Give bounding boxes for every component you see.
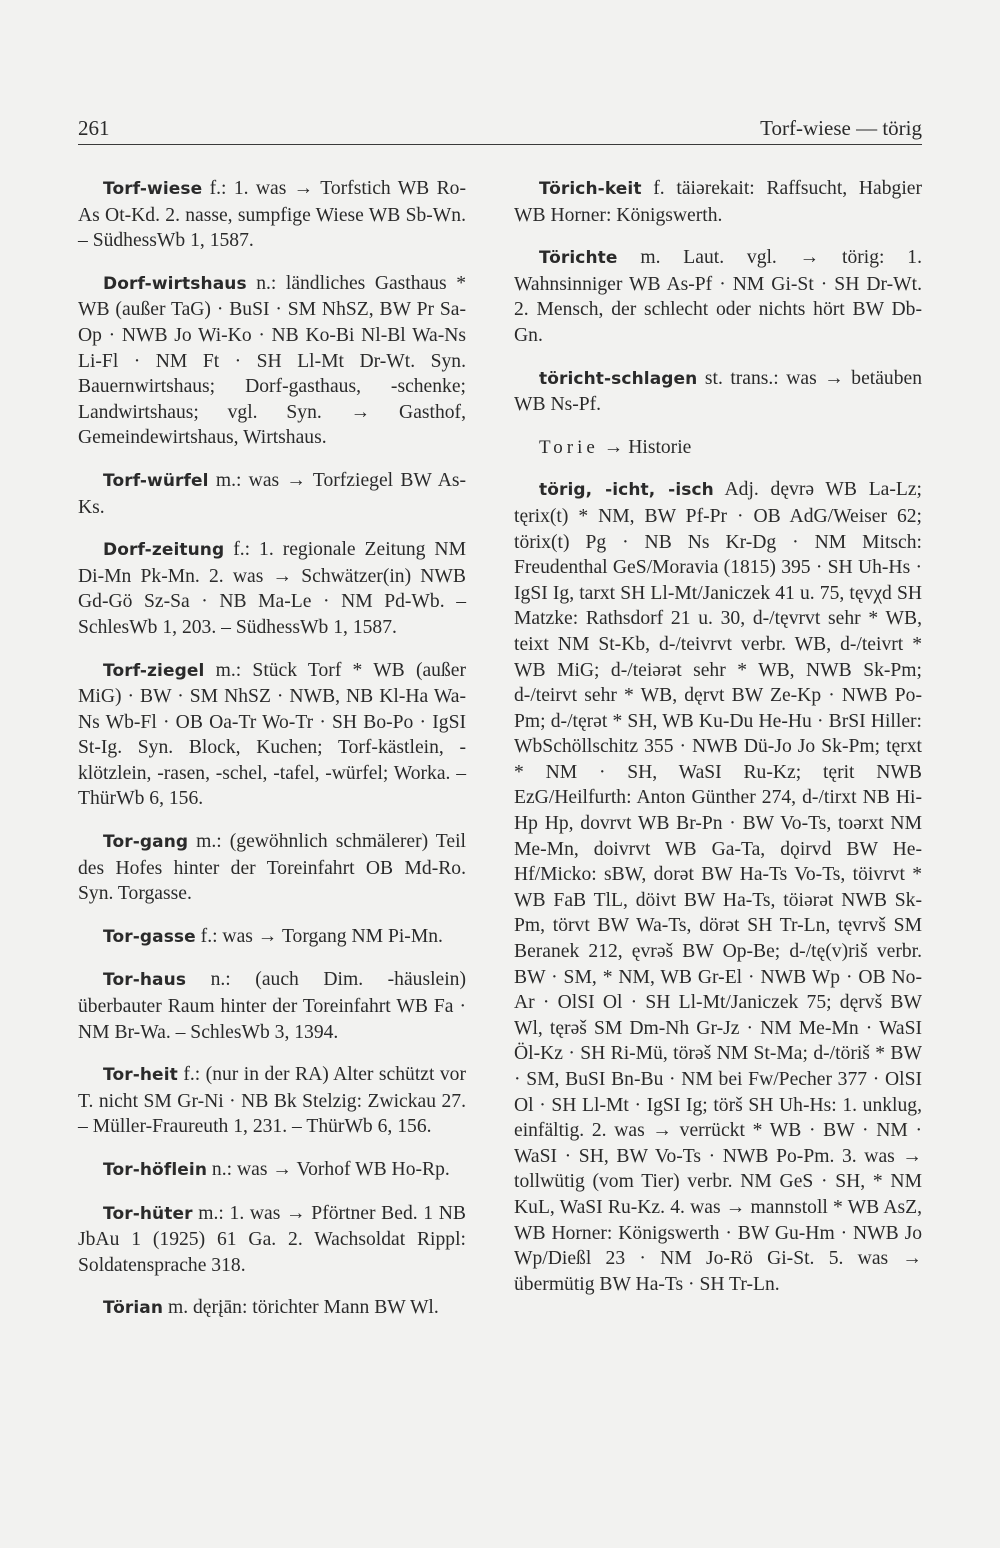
entry-body: st. trans.: was → betäuben WB Ns-Pf. — [514, 367, 922, 416]
headword: törig, -icht, -isch — [539, 480, 714, 501]
headword: Tor-haus — [103, 970, 187, 991]
entry — [78, 967, 466, 1045]
headword: Torf-ziegel — [103, 660, 205, 681]
entry-body: n.: was → Vorhof WB Ho-Rp. — [207, 1159, 450, 1180]
headword: Dorf-zeitung — [103, 540, 225, 561]
entry — [78, 1062, 466, 1140]
headword: Torf-würfel — [103, 470, 209, 491]
entry — [514, 366, 922, 418]
entry — [78, 1157, 466, 1184]
running-head — [78, 114, 922, 145]
entry — [514, 477, 922, 1297]
entry — [78, 658, 466, 813]
entry — [514, 245, 922, 348]
entry-body: m. dęrįān: törichter Mann BW Wl. — [163, 1297, 439, 1319]
entry-body: f.: (nur in der RA) Alter schützt vor T. nicht SM Gr-Ni · NB Bk Stelzig: Zwickau 27. – Müller-Fraureuth 1, 231. – ThürWb 6, 156. — [78, 1064, 466, 1138]
headword: Tor-hüter — [103, 1203, 193, 1224]
headword: Tor-höflein — [103, 1160, 208, 1180]
headword: Torie — [539, 436, 599, 458]
entry-body: m. Laut. vgl. → törig: 1. Wahnsinniger WB As-Pf · NM Gi-St · SH Dr-Wt. 2. Mensch, der schlecht oder nichts hört BW Db-Gn. — [514, 247, 922, 346]
entry-body: f. täiərekait: Raffsucht, Habgier WB Horner: Königswerth. — [514, 178, 922, 226]
entry — [514, 435, 922, 461]
entry-body: m.: Stück Torf * WB (außer MiG) · BW · SM NhSZ · NWB, NB Kl-Ha Wa-Ns Wb-Fl · OB Oa-Tr Wo-Tr · SH Bo-Po · IgSI St-Ig. Syn. Block, Kuchen; Torf-kästlein, -klötzlein, -rasen, -schel, -tafel, -würfel; Worka. – ThürWb 6, 156. — [78, 659, 466, 810]
headword: Törichte — [539, 248, 618, 269]
entry-body: f.: 1. was → Torfstich WB Ro-As Ot-Kd. 2. nasse, sumpfige Wiese WB Sb-Wn. – SüdhessWb 1, 1587. — [78, 178, 466, 252]
entry — [514, 176, 922, 228]
entry-body: → Historie — [598, 436, 692, 458]
headword: töricht-schlagen — [539, 368, 698, 389]
entry — [78, 1201, 466, 1279]
entry — [78, 468, 466, 520]
entry — [78, 271, 466, 451]
headword: Törian — [103, 1298, 164, 1319]
headword: Törich-keit — [539, 179, 642, 199]
page-number: 261 — [78, 116, 110, 140]
entry — [78, 176, 466, 254]
entry — [78, 1295, 466, 1322]
headword: Tor-heit — [103, 1065, 178, 1086]
headword: Dorf-wirtshaus — [103, 273, 247, 294]
entry-body: f.: was → Torgang NM Pi-Mn. — [195, 925, 443, 947]
running-title: Torf-wiese — törig — [760, 116, 922, 140]
headword: Torf-wiese — [103, 179, 203, 199]
entry-body: n.: ländliches Gasthaus * WB (außer TaG) · BuSI · SM NhSZ, BW Pr Sa-Op · NWB Jo Wi-Ko · NB Ko-Bi Nl-Bl Wa-Ns Li-Fl · NM Ft · SH Ll-Mt Dr-Wt. Syn. Bauernwirtshaus; Dorf-gasthaus, -schenke; Landwirtshaus; vgl. Syn. → Gasthof, Gemeindewirtshaus, Wirtshaus. — [78, 272, 466, 449]
entry-body: Adj. dęvrə WB La-Lz; tęrix(t) * NM, BW Pf-Pr · OB AdG/Weiser 62; törix(t) Pg · NB Ns Kr-Dg · NM Mitsch: Freudenthal GeS/Moravia (1815) 395 · SH Uh-Hs · IgSI Ig, tarxt SH Ll-Mt/Janiczek 41 u. 75, tęvχd SH Matzke: Rathsdorf 21 u. 30, d-/tęvrvt sehr * WB, teixt NM St-Kb, d-/teivrvt verbr. WB, d-/teivrt * WB MiG; d-/teiərət sehr * WB, NWB Sk-Pm; d-/teirvt sehr * WB, dęrvt BW Ze-Kp · NWB Po-Pm; d-/tęrət * SH, WB Ku-Du He-Hu · BrSI Hiller: WbSchöllschitz 355 · NWB Dü-Jo Jo Sk-Pm; tęrxt * NM · SH, WaSI Ru-Kz; tęrit NWB EzG/Heilfurth: Anton Günther 274, d-/tirxt NB Hi-Hp Hp, dovrvt WB Br-Pn · BW Vo-Ts, toərxt NM Me-Mn, doivrvt WB Ga-Ta, dǫirvd BW He-Hf/Micko: sBW, dorət BW Ha-Ts Vo-Ts, töivrvt * WB FaB TlL, döivt BW Ha-Ts, töiərət NWB Sk-Pm, törvt BW Wa-Ts, dörət SH Tr-Ln, tęvrvš SM Beranek 212, ęvrəš BW Op-Be; d-/tę(v)riš verbr. BW · SM, * NM, WB Gr-El · NWB Wp · OB No-Ar · OlSI Ol · SH Ll-Mt/Janiczek 75; dęrvš BW Wl, tęrəš SM Dm-Nh Gr-Jz · NM Me-Mn · WaSI Öl-Kz · SH Ri-Mü, törəš NM St-Ma; d-/töriš * BW · SM, BuSI Bn-Bu · NM bei Fw/Pecher 377 · OlSI Ol · SH Ll-Mt · IgSI Ig; törš SH Uh-Hs: 1. unklug, einfältig. 2. was → verrückt * WB · BW · NM · WaSI · SH, BW Vo-Ts · NWB Po-Pm. 3. was → tollwütig (vom Tier) verbr. NM GeS · SH, * NM KuL, WaSI Ru-Kz. 4. was → mannstoll * WB AsZ, WB Horner: Königswerth · BW Gu-Hm · NWB Jo Wp/Dießl 23 · NM Jo-Rö Gi-St. 5. was → übermütig BW Ha-Ts · SH Tr-Ln. — [514, 479, 922, 1295]
entry-body: f.: 1. regionale Zeitung NM Di-Mn Pk-Mn. 2. was → Schwätzer(in) NWB Gd-Gö Sz-Sa · NB Ma-Le · NM Pd-Wb. – SchlesWb 1, 203. – SüdhessWb 1, 1587. — [78, 539, 466, 638]
entry — [78, 537, 466, 640]
left-column — [78, 176, 466, 1339]
entry-body: m.: was → Torfziegel BW As-Ks. — [78, 469, 466, 518]
right-column — [514, 176, 922, 1314]
entry-body: m.: 1. was → Pförtner Bed. 1 NB JbAu 1 (1925) 61 Ga. 2. Wachsoldat Rippl: Soldatensprache 318. — [78, 1202, 466, 1276]
entry — [78, 924, 466, 951]
headword: Tor-gang — [103, 832, 189, 853]
entry — [78, 829, 466, 907]
headword: Tor-gasse — [103, 926, 196, 947]
entry-body: n.: (auch Dim. -häuslein) überbauter Raum hinter der Toreinfahrt WB Fa · NM Br-Wa. – SchlesWb 3, 1394. — [78, 969, 466, 1043]
entry-body: m.: (gewöhnlich schmälerer) Teil des Hofes hinter der Toreinfahrt OB Md-Ro. Syn. Torgasse. — [78, 831, 466, 905]
